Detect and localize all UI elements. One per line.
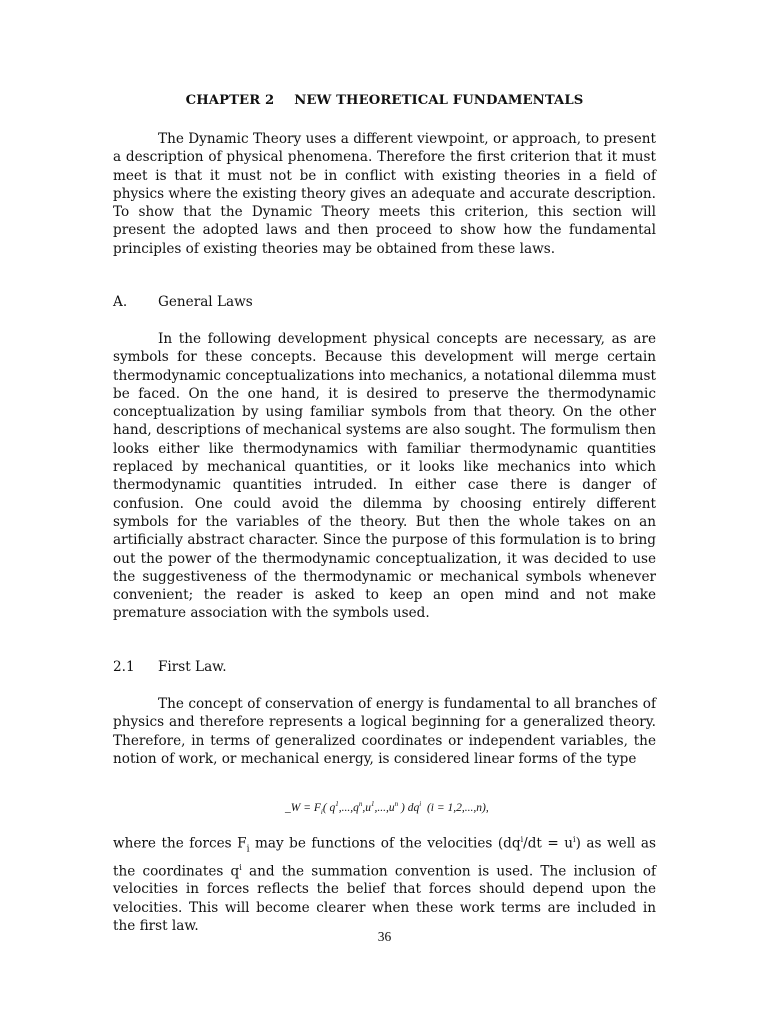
work-equation: _W = $F_i$( $q^1,...,q^n,u^1,...,u^n$ ) $dq^i$ (i = 1,2,...,n), xyxy=(285,800,489,817)
section-21-title: First Law. xyxy=(158,659,227,675)
page-number: 36 xyxy=(377,929,392,944)
section-21-number: 2.1 xyxy=(113,659,135,675)
general-laws-paragraph: In the following development physical concepts are necessary, as are symbols for these concepts. Because this development will merge certain thermodynamic conceptualizations into mechanics, a notational dilemma must be faced. On the one hand, it is desired to preserve the thermodynamic conceptualization by using familiar symbols from that theory. On the other hand, descriptions of mechanical systems are also sought. The formulism then looks either like thermodynamics with familiar thermodynamic quantities replaced by mechanical quantities, or it looks like mechanics into which thermodynamic quantities intruded. In either case there is danger of confusion. One could avoid the dilemma by choosing entirely different symbols for the variables of the theory. But then the whole takes on an artificially abstract character. Since the purpose of this formulation is to bring out the power of the thermodynamic conceptualization, it was decided to use the suggestiveness of the thermodynamic or mechanical symbols whenever convenient; the reader is asked to keep an open mind and not make premature association with the symbols used. xyxy=(113,331,656,622)
section-a-number: A. xyxy=(113,294,128,310)
chapter-label: CHAPTER 2 xyxy=(185,93,275,108)
forces-paragraph: where the forces $F_i$ may be functions of the velocities $(dq^i/dt = u^i)$ as well as the coordinates $q^i$ and the summation convention is used. The inclusion of velocities in forces reflects the belief that forces should depend upon the velocities. This will become clearer when these work terms are included in the first law. xyxy=(113,835,656,934)
chapter-title xyxy=(113,93,656,108)
section-a-title: General Laws xyxy=(158,294,253,310)
chapter-name: NEW THEORETICAL FUNDAMENTALS xyxy=(294,93,584,108)
first-law-paragraph: The concept of conservation of energy is fundamental to all branches of physics and therefore represents a logical beginning for a generalized theory. Therefore, in terms of generalized coordinates or independent variables, the notion of work, or mechanical energy, is considered linear forms of the type xyxy=(113,696,656,767)
section-a-heading xyxy=(113,293,253,311)
section-21-heading xyxy=(113,658,227,676)
intro-paragraph: The Dynamic Theory uses a different viewpoint, or approach, to present a description of physical phenomena. Therefore the first criterion that it must meet is that it must not be in conflict with existing theories in a field of physics where the existing theory gives an adequate and accurate description. To show that the Dynamic Theory meets this criterion, this section will present the adopted laws and then proceed to show how the fundamental principles of existing theories may be obtained from these laws. xyxy=(113,131,656,257)
